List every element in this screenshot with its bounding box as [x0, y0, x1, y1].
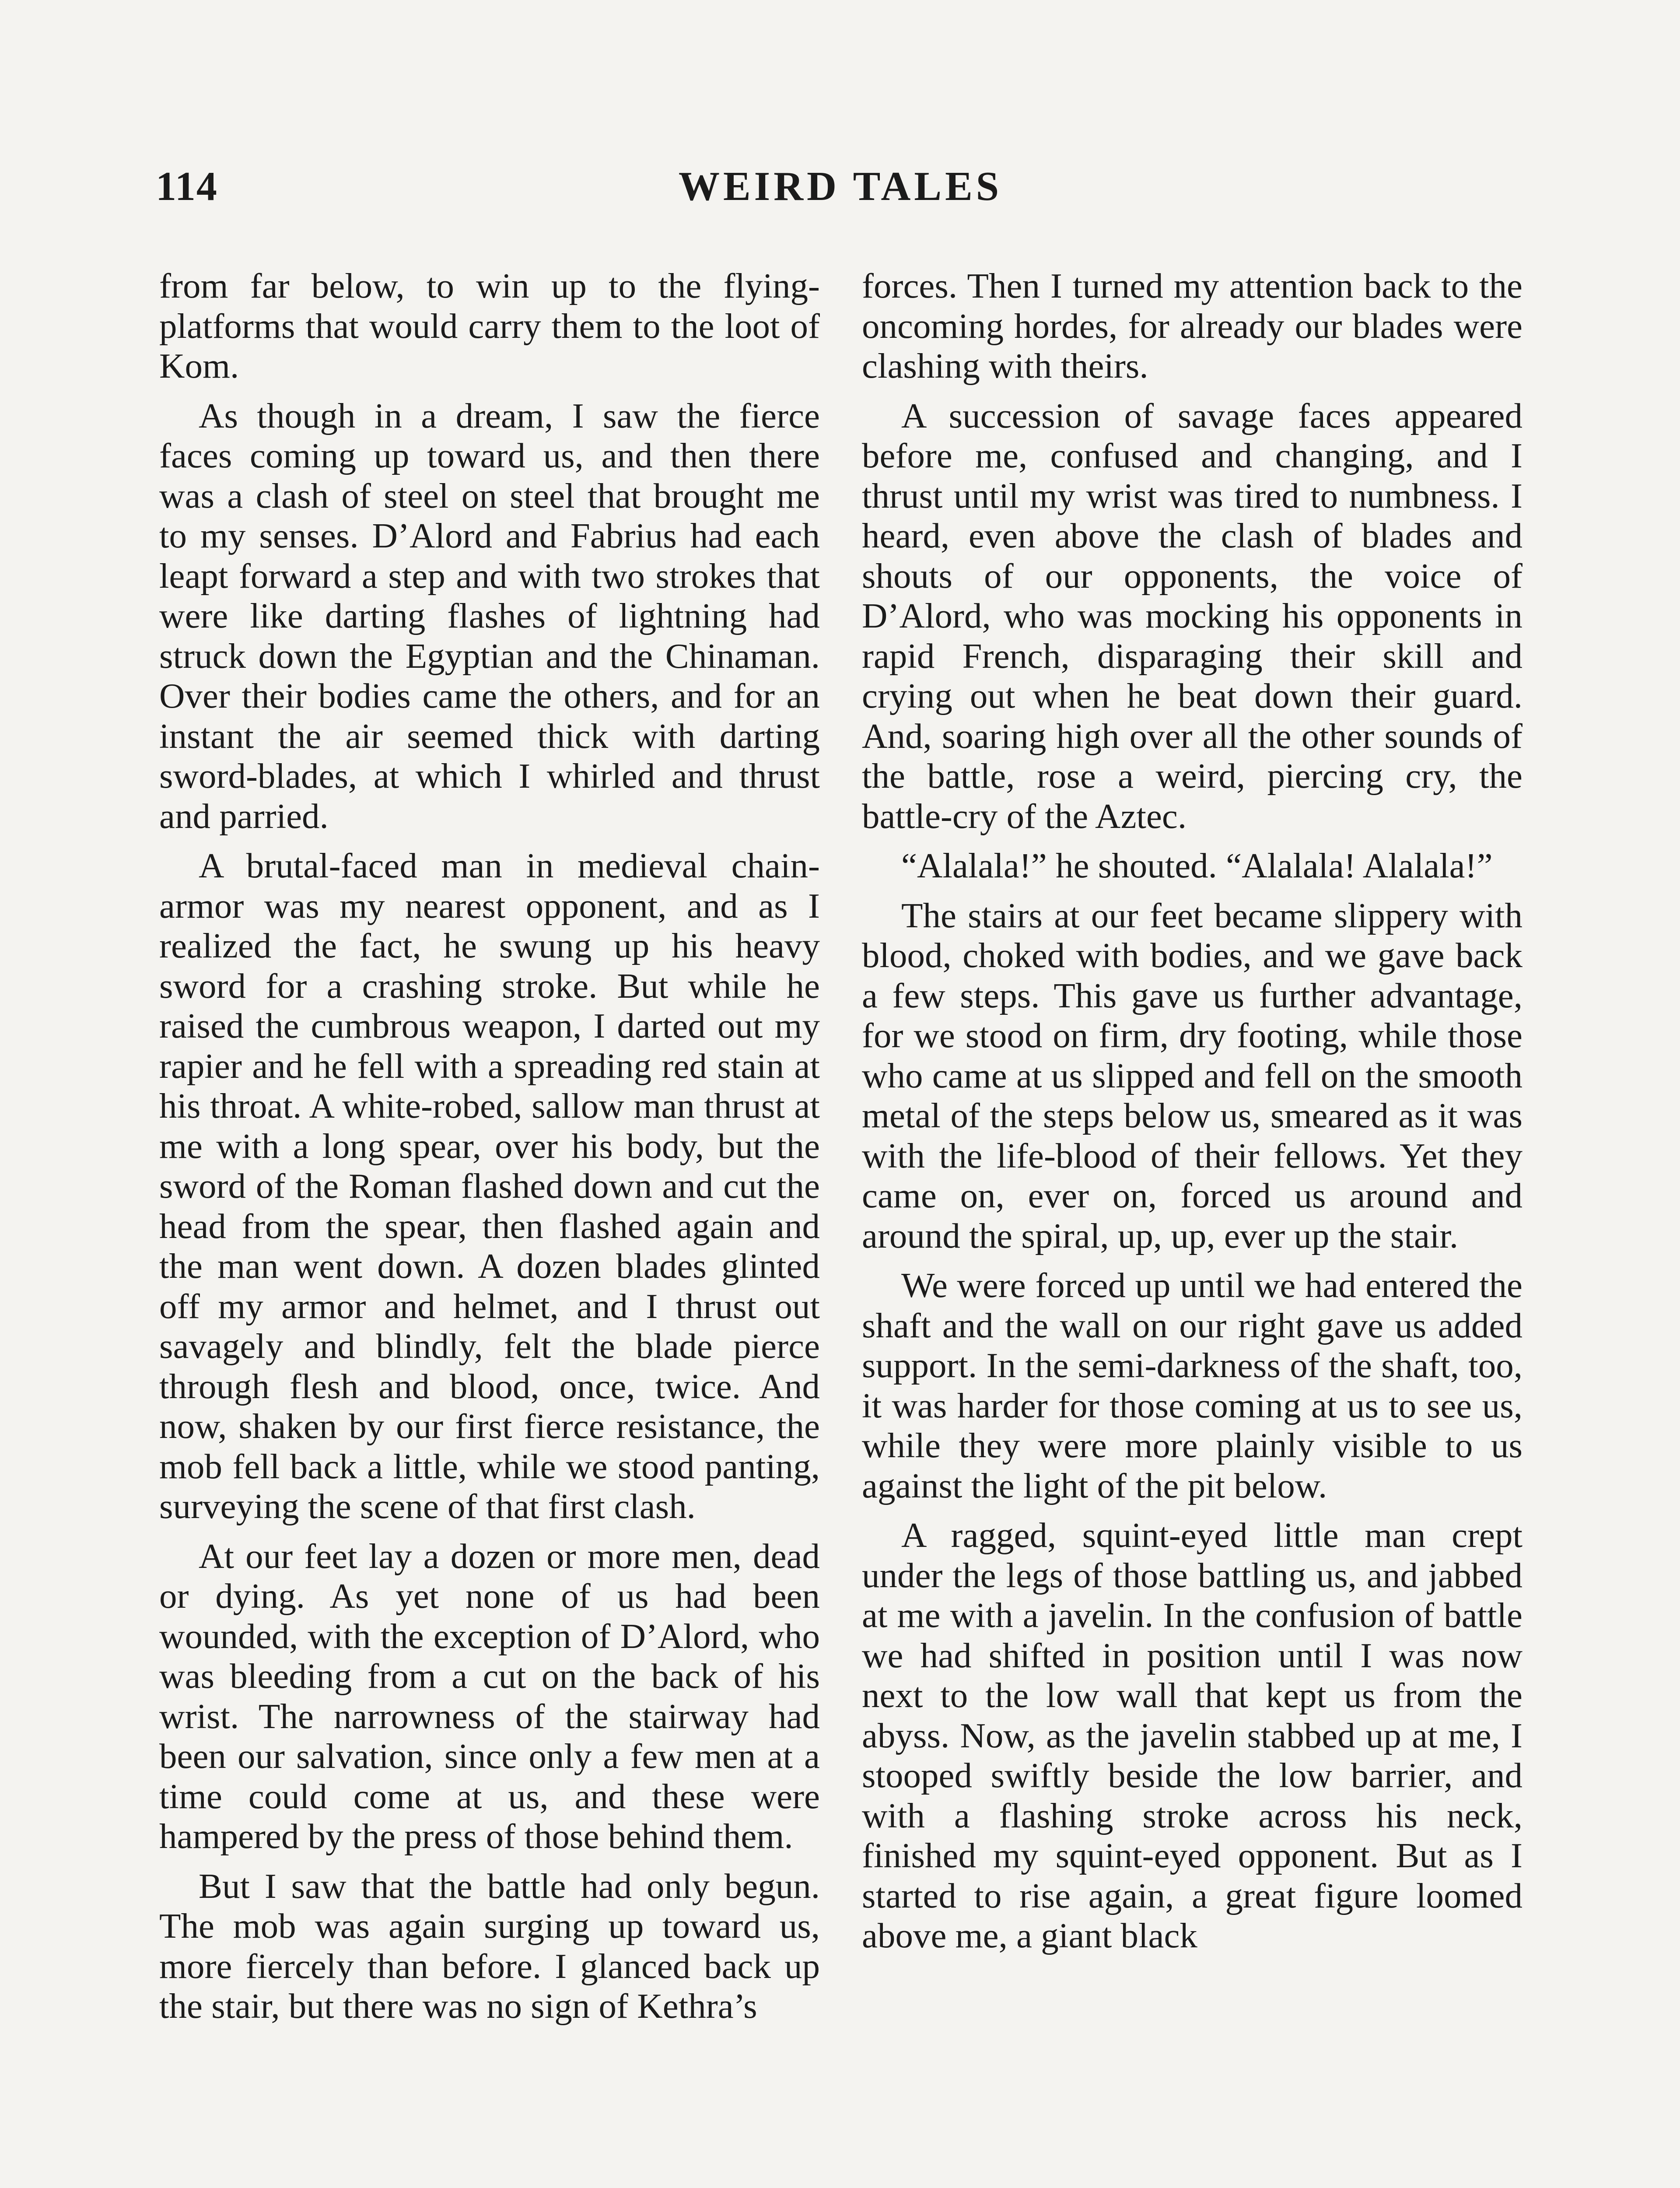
running-title: WEIRD TALES — [678, 164, 1003, 209]
paragraph: But I saw that the battle had only begun. The mob was again surging up toward us, more fiercely than before. I glanced back up the stair, but there was no sign of Kethra’s — [159, 1866, 820, 2026]
paragraph: The stairs at our feet became slippery with blood, choked with bodies, and we gave back a few steps. This gave us further advantage, for we stood on firm, dry footing, while those who came at us slipped and fell on the smooth metal of the steps below us, smeared as it was with the life-blood of their fellows. Yet they came on, ever on, forced us around and around the spiral, up, up, ever up the stair. — [862, 895, 1522, 1255]
paragraph: A ragged, squint-eyed little man crept under the legs of those battling us, and jabbed at me with a javelin. In the confusion of battle we had shifted in position until I was now next to the low wall that kept us from the abyss. Now, as the javelin stabbed up at me, I stooped swiftly beside the low barrier, and with a flashing stroke across his neck, finished my squint-eyed opponent. But as I started to rise again, a great figure loomed above me, a giant black — [862, 1515, 1522, 1955]
right-column — [862, 266, 1522, 1966]
page-number: 114 — [156, 164, 218, 209]
paragraph: At our feet lay a dozen or more men, dead or dying. As yet none of us had been wounded, with the exception of D’Alord, who was bleeding from a cut on the back of his wrist. The narrowness of the stairway had been our salvation, since only a few men at a time could come at us, and these were hampered by the press of those behind them. — [159, 1536, 820, 1856]
paragraph: from far below, to win up to the flying-platforms that would carry them to the loot of Kom. — [159, 266, 820, 386]
paragraph: We were forced up until we had entered the shaft and the wall on our right gave us added support. In the semi-darkness of the shaft, too, it was harder for those coming at us to see us, while they were more plainly visible to us against the light of the pit below. — [862, 1266, 1522, 1505]
page-header — [156, 163, 1525, 224]
paragraph: forces. Then I turned my attention back to the oncoming hordes, for already our blades were clashing with theirs. — [862, 266, 1522, 386]
paragraph: A brutal-faced man in medieval chain-armor was my nearest opponent, and as I realized the fact, he swung up his heavy sword for a crashing stroke. But while he raised the cumbrous weapon, I darted out my rapier and he fell with a spreading red stain at his throat. A white-robed, sallow man thrust at me with a long spear, over his body, but the sword of the Roman flashed down and cut the head from the spear, then flashed again and the man went down. A dozen blades glinted off my armor and helmet, and I thrust out savagely and blindly, felt the blade pierce through flesh and blood, once, twice. And now, shaken by our first fierce resistance, the mob fell back a little, while we stood panting, surveying the scene of that first clash. — [159, 846, 820, 1526]
paragraph: A succession of savage faces appeared before me, confused and changing, and I thrust until my wrist was tired to numbness. I heard, even above the clash of blades and shouts of our opponents, the voice of D’Alord, who was mocking his opponents in rapid French, disparaging their skill and crying out when he beat down their guard. And, soaring high over all the other sounds of the battle, rose a weird, piercing cry, the battle-cry of the Aztec. — [862, 396, 1522, 836]
left-column — [159, 266, 820, 2036]
paragraph: “Alalala!” he shouted. “Alalala! Alalala!” — [901, 846, 1493, 885]
paragraph: As though in a dream, I saw the fierce faces coming up toward us, and then there was a clash of steel on steel that brought me to my senses. D’Alord and Fabrius had each leapt forward a step and with two strokes that were like darting flashes of lightning had struck down the Egyptian and the Chinaman. Over their bodies came the others, and for an instant the air seemed thick with darting sword-blades, at which I whirled and thrust and parried. — [159, 396, 820, 836]
